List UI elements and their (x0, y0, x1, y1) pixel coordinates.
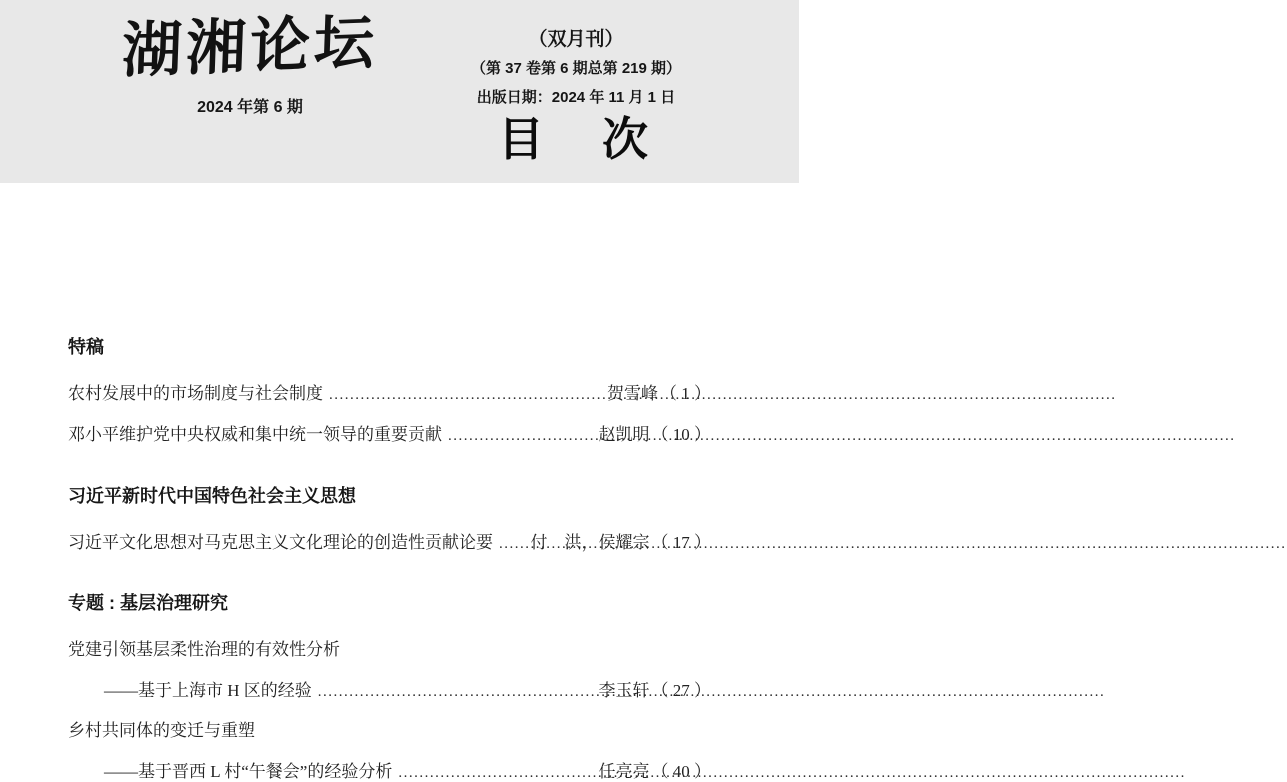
dot-leader (329, 383, 603, 405)
toc-entry-subtitle-line (68, 761, 711, 782)
journal-logo-calligraphy: 湖湘论坛 (99, 9, 401, 86)
toc-entry-title-line (68, 720, 711, 741)
article-title: 农村发展中的市场制度与社会制度 (68, 383, 323, 404)
publish-date-label: 出版日期：2024 年 11 月 1 日 (452, 86, 700, 107)
article-title: 习近平文化思想对马克思主义文化理论的创造性贡献论要 (68, 532, 493, 553)
journal-masthead (0, 0, 799, 183)
article-authors: 贺雪峰 (607, 383, 658, 404)
section-heading: 特稿 (68, 333, 711, 359)
article-authors: 任亮亮 (599, 761, 650, 782)
issue-label: 2024 年第 6 期 (100, 94, 400, 117)
frequency-label: （双月刊） (452, 24, 700, 51)
toc-entry-title-line (68, 639, 711, 660)
toc-entry (68, 424, 711, 446)
toc-entry (68, 532, 711, 554)
article-authors: 赵凯明 (599, 424, 650, 445)
article-page-number: （ 27 ） (652, 680, 712, 701)
masthead-left (100, 14, 400, 117)
toc-section-sixiang (68, 482, 711, 554)
article-authors: 付 洪，侯耀宗 (531, 532, 650, 553)
article-page-number: （ 1 ） (660, 383, 711, 404)
dot-leader (448, 424, 595, 446)
toc-title: 目 次 (452, 115, 700, 163)
article-authors: 李玉轩 (599, 680, 650, 701)
article-page-number: （ 17 ） (652, 532, 712, 553)
toc-content (0, 183, 799, 782)
article-title: 乡村共同体的变迁与重塑 (68, 721, 255, 740)
toc-section-tegao (68, 333, 711, 446)
article-subtitle: ——基于上海市 H 区的经验 (104, 680, 312, 701)
dot-leader (499, 532, 527, 554)
article-title: 党建引领基层柔性治理的有效性分析 (68, 640, 340, 659)
section-heading: 习近平新时代中国特色社会主义思想 (68, 482, 711, 508)
masthead-right (452, 24, 700, 163)
dot-leader (398, 761, 594, 782)
toc-entry-subtitle-line (68, 680, 711, 702)
article-page-number: （ 10 ） (652, 424, 712, 445)
toc-entry (68, 383, 711, 405)
article-page-number: （ 40 ） (652, 761, 712, 782)
section-heading: 专题 : 基层治理研究 (68, 589, 711, 615)
volume-issue-label: （第 37 卷第 6 期总第 219 期） (452, 57, 700, 78)
toc-section-jiceng-zhili (68, 589, 711, 782)
article-subtitle: ——基于晋西 L 村“午餐会”的经验分析 (104, 761, 392, 782)
dot-leader (318, 680, 595, 702)
article-title: 邓小平维护党中央权威和集中统一领导的重要贡献 (68, 424, 442, 445)
